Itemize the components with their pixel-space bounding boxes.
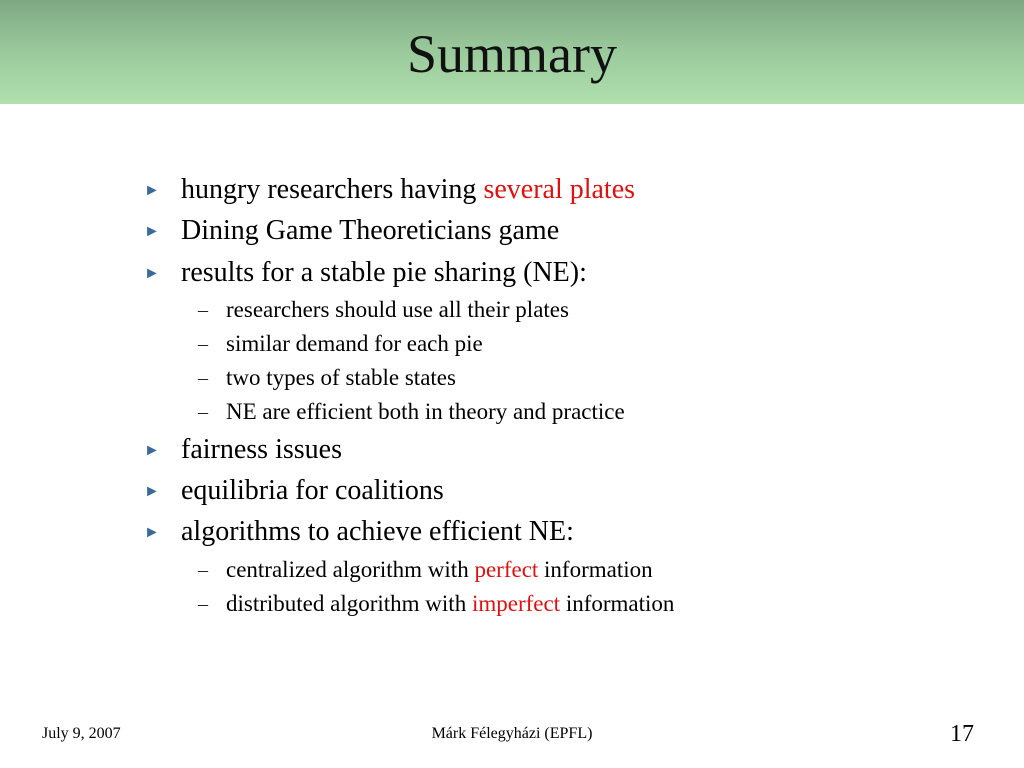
footer-author: Márk Félegyházi (EPFL) xyxy=(431,725,593,742)
page-number: 17 xyxy=(950,721,974,747)
sub-bullet-text: two types of stable states xyxy=(226,365,456,390)
triangle-bullet-icon: ► xyxy=(144,442,160,459)
sub-bullet-text: information xyxy=(560,591,675,616)
slide-title: Summary xyxy=(407,24,617,84)
bullet-item xyxy=(144,215,560,247)
sub-bullet-item xyxy=(198,296,569,324)
triangle-bullet-icon: ► xyxy=(144,524,160,541)
dash-bullet-icon: – xyxy=(198,401,208,423)
bullet-text: results for a stable pie sharing (NE): xyxy=(181,257,587,288)
highlight-text: several plates xyxy=(483,174,636,205)
bullet-text: fairness issues xyxy=(181,434,342,465)
sub-bullet-text: NE are efficient both in theory and practice xyxy=(226,399,625,424)
sub-bullet-item xyxy=(198,364,456,392)
highlight-text: imperfect xyxy=(471,591,561,616)
sub-bullet-text: distributed algorithm with xyxy=(226,591,472,616)
sub-bullet-item xyxy=(198,590,675,618)
sub-bullet-text: researchers should use all their plates xyxy=(226,297,569,322)
bullet-item xyxy=(144,174,636,206)
triangle-bullet-icon: ► xyxy=(144,265,160,282)
dash-bullet-icon: – xyxy=(198,333,208,355)
footer-date: July 9, 2007 xyxy=(42,725,121,742)
sub-bullet-item xyxy=(198,556,653,584)
bullet-text: algorithms to achieve efficient NE: xyxy=(181,516,574,547)
sub-bullet-text: centralized algorithm with xyxy=(226,557,475,582)
sub-bullet-text: similar demand for each pie xyxy=(226,331,483,356)
sub-bullet-item xyxy=(198,330,483,358)
triangle-bullet-icon: ► xyxy=(144,223,160,240)
bullet-item xyxy=(144,434,342,466)
bullet-item xyxy=(144,257,587,289)
dash-bullet-icon: – xyxy=(198,367,208,389)
bullet-text: Dining Game Theoreticians game xyxy=(181,215,560,246)
triangle-bullet-icon: ► xyxy=(144,483,160,500)
dash-bullet-icon: – xyxy=(198,299,208,321)
bullet-item xyxy=(144,475,444,507)
triangle-bullet-icon: ► xyxy=(144,182,160,199)
bullet-text: equilibria for coalitions xyxy=(181,475,444,506)
highlight-text: perfect xyxy=(474,557,539,582)
sub-bullet-text: information xyxy=(538,557,653,582)
bullet-text: hungry researchers having xyxy=(181,174,484,205)
dash-bullet-icon: – xyxy=(198,593,208,615)
sub-bullet-item xyxy=(198,398,625,426)
dash-bullet-icon: – xyxy=(198,559,208,581)
bullet-item xyxy=(144,516,574,548)
